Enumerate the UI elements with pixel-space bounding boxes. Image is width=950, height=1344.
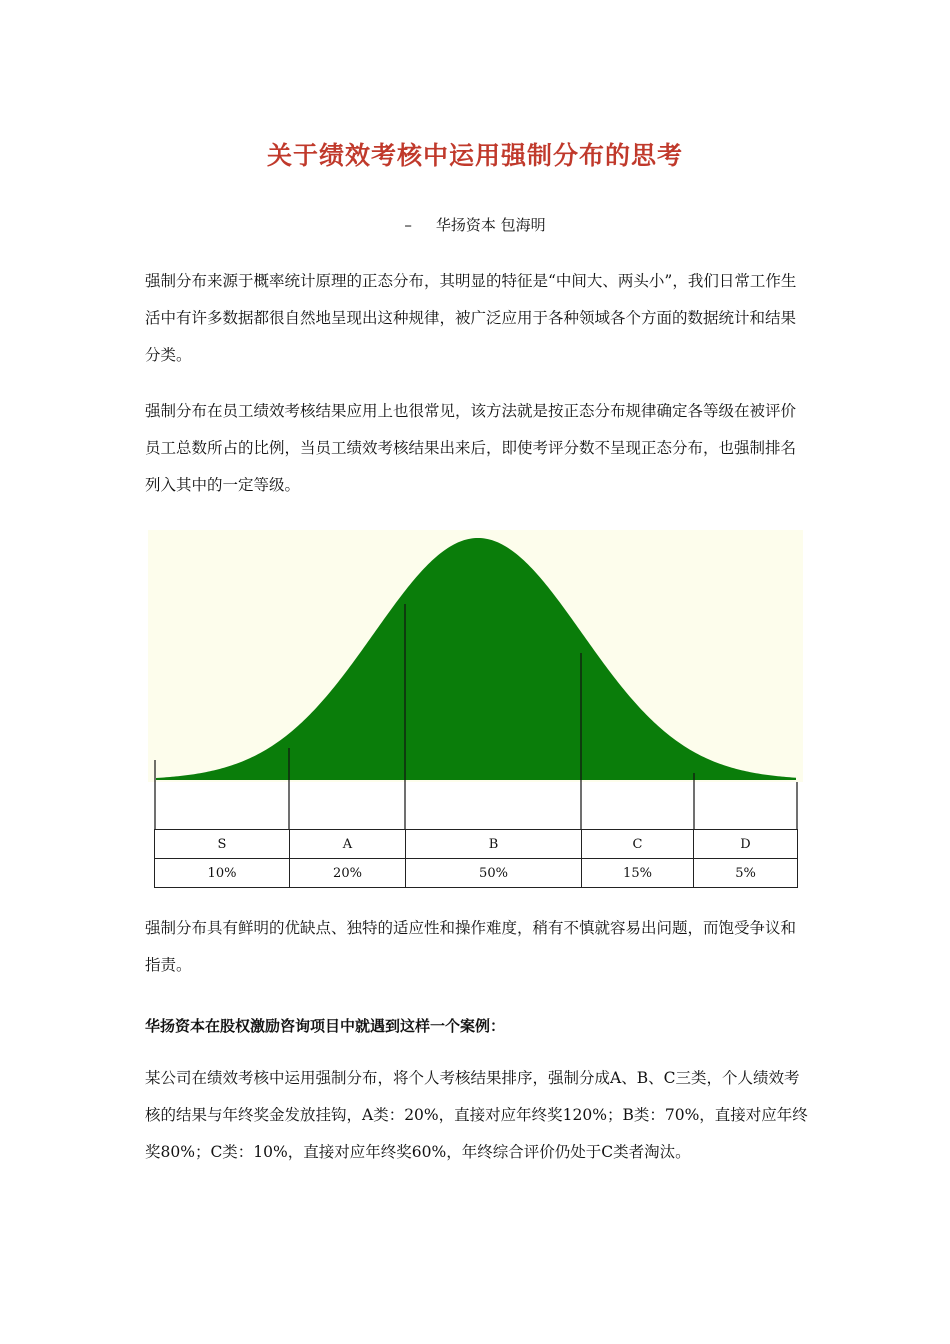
- grade-distribution-table: [154, 829, 798, 888]
- byline-dash: –: [404, 216, 412, 234]
- grade-cell-d: D: [694, 830, 798, 859]
- paragraph-pros-cons: 强制分布具有鲜明的优缺点、独特的适应性和操作难度，稍有不慎就容易出问题，而饱受争议和指责。: [145, 919, 797, 974]
- grade-cell-s: S: [155, 830, 290, 859]
- table-row-percentages: [155, 859, 798, 888]
- byline-author: 华扬资本 包海明: [435, 216, 546, 234]
- paragraph-application: 强制分布在员工绩效考核结果应用上也很常见，该方法就是按正态分布规律确定各等级在被评价员工总数所占的比例，当员工绩效考核结果出来后，即使考评分数不呈现正态分布，也强制排名列入其中的一定等级。: [145, 402, 797, 494]
- grade-cell-a: A: [290, 830, 406, 859]
- paragraph-case-heading: 华扬资本在股权激励咨询项目中就遇到这样一个案例：: [145, 1017, 506, 1035]
- grade-cell-b: B: [406, 830, 582, 859]
- paragraph-intro: 强制分布来源于概率统计原理的正态分布，其明显的特征是“中间大、两头小”，我们日常工作生活中有许多数据都很自然地呈现出这种规律，被广泛应用于各种领域各个方面的数据统计和结果分类。: [145, 272, 797, 364]
- grade-cell-c: C: [582, 830, 694, 859]
- percent-cell-c: 15%: [582, 859, 694, 888]
- paragraph-case-detail: 某公司在绩效考核中运用强制分布，将个人考核结果排序，强制分成A、B、C三类，个人绩效考核的结果与年终奖金发放挂钩，A类：20%，直接对应年终奖120%；B类：70%，直接对应年终奖80%；C类：10%，直接对应年终奖60%，年终综合评价仍处于C类者淘汰。: [145, 1069, 808, 1161]
- percent-cell-s: 10%: [155, 859, 290, 888]
- table-row-grades: [155, 830, 798, 859]
- byline: [0, 214, 950, 235]
- percent-cell-b: 50%: [406, 859, 582, 888]
- percent-cell-d: 5%: [694, 859, 798, 888]
- document-title: 关于绩效考核中运用强制分布的思考: [266, 141, 683, 170]
- percent-cell-a: 20%: [290, 859, 406, 888]
